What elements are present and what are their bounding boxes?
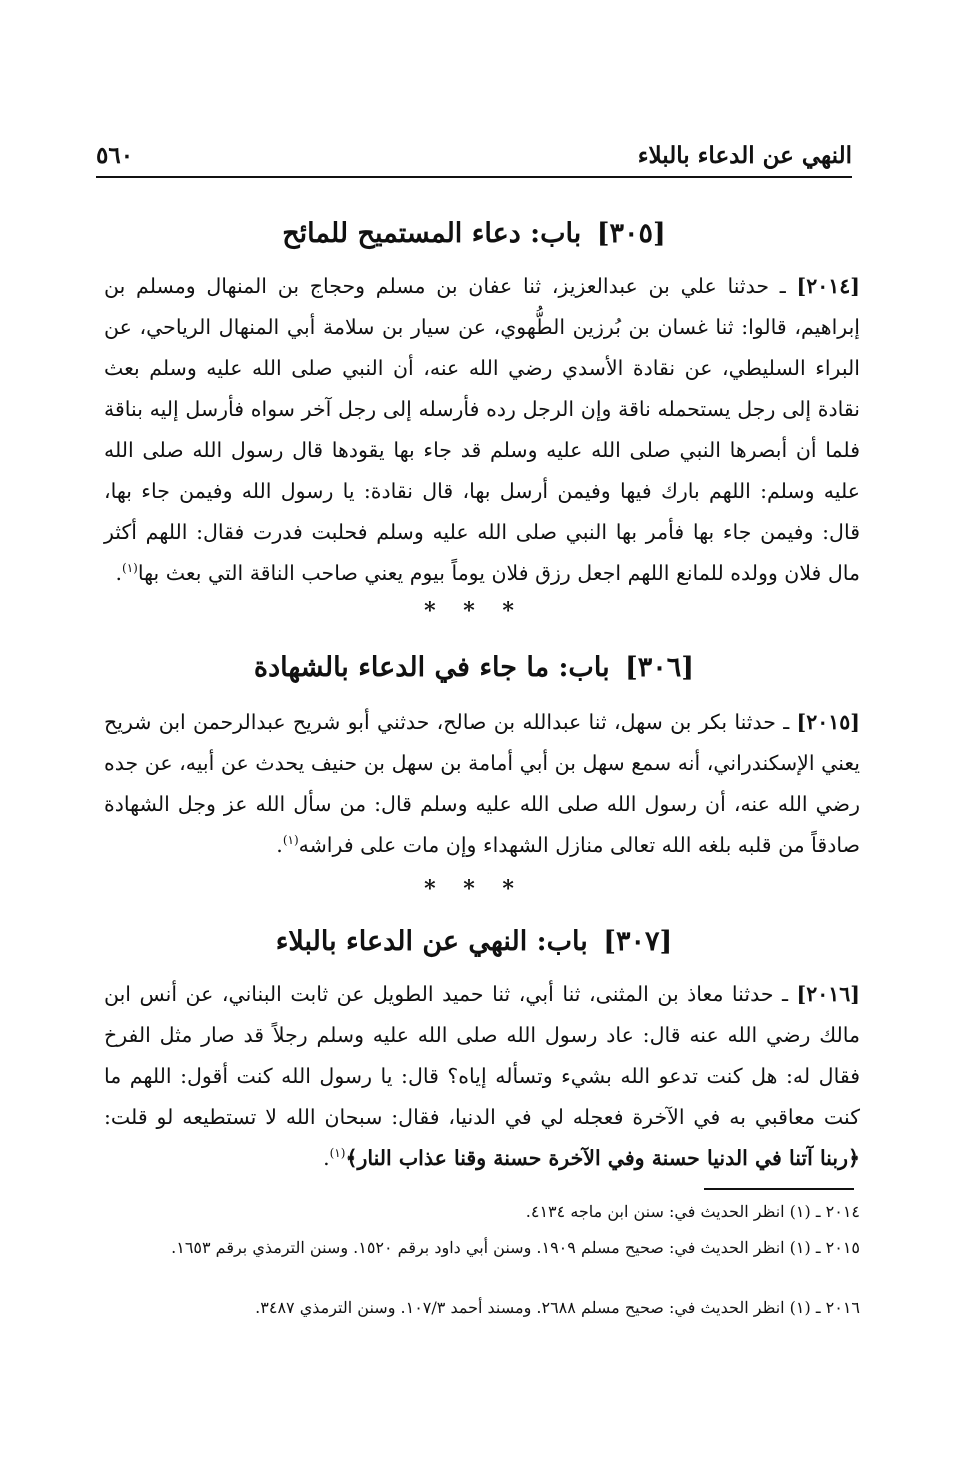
hadith-number: [٢٠١٤] [796,274,860,298]
section-separator: * * * [424,598,524,624]
footnote-2015: ٢٠١٥ ـ (١) انظر الحديث في: صحيح مسلم ١٩٠٩. وسنن أبي داود برقم ١٥٢٠. وسنن الترمذي برقم ١٦٥٣. [171,1238,860,1257]
footnote-divider [704,1188,854,1190]
hadith-text: ـ حدثنا معاذ بن المثنى، ثنا أبي، ثنا حميد الطويل عن ثابت البناني، عن أنس ابن مالك رضي الله عنه قال: عاد رسول الله صلى الله عليه وسلم رجلاً قد صار مثل الفرخ فقال له: هل كنت تدعو الله بشيء وتسأله إياه؟ قال: يا رسول الله كنت أقول: اللهم ما كنت معاقبي به في الآخرة فعجله لي في الدنيا، فقال: سبحان الله لا تستطيعه لو قلت: [104,982,860,1129]
chapter-heading-305 [96,218,852,249]
hadith-2014: [٢٠١٤] ـ حدثنا علي بن عبدالعزيز، ثنا عفان بن مسلم وحجاج بن المنهال ومسلم بن إبراهيم، قالوا: ثنا غسان بن بُرزين الطُّهوي، عن سيار بن سلامة أبي المنهال الرياحي، عن البراء السليطي، عن نقادة الأسدي رضي الله عنه، أن النبي صلى الله عليه وسلم بعث نقادة إلى رجل يستحمله ناقة وإن الرجل رده فأرسله إلى رجل آخر سواه فأرسل إليه بناقة فلما أن أبصرها النبي صلى الله عليه وسلم قد جاء بها يقودها قال رسول الله صلى الله عليه وسلم: اللهم بارك فيها وفيمن أرسل بها، قال نقادة: يا رسول الله وفيمن جاء بها، قال: وفيمن جاء بها فأمر بها النبي صلى الله عليه وسلم فحلبت فدرت فقال: اللهم أكثر مال فلان وولده للمانع اللهم اجعل رزق فلان يوماً بيوم يعني صاحب الناقة التي بعث بها$^{(١)}$. [104,274,860,585]
running-header [96,140,852,178]
footnote-marker: (١) [329,1146,346,1161]
hadith-2016: [٢٠١٦] ـ حدثنا معاذ بن المثنى، ثنا أبي، ثنا حميد الطويل عن ثابت البناني، عن أنس ابن مالك رضي الله عنه قال: عاد رسول الله صلى الله عليه وسلم رجلاً قد صار مثل الفرخ فقال له: هل كنت تدعو الله بشيء وتسأله إياه؟ قال: يا رسول الله كنت أقول: اللهم ما كنت معاقبي به في الآخرة فعجله لي في الدنيا، فقال: سبحان الله لا تستطيعه لو قلت: ﴿ربنا آتنا في الدنيا حسنة وفي الآخرة حسنة وقنا عذاب النار﴾$^{(١)}$. [104,982,860,1170]
quran-verse: ﴿ربنا آتنا في الدنيا حسنة وفي الآخرة حسنة وقنا عذاب النار﴾ [345,1146,860,1170]
chapter-title: باب: ما جاء في الدعاء بالشهادة [253,652,610,683]
hadith-2015: [٢٠١٥] ـ حدثنا بكر بن سهل، ثنا عبدالله بن صالح، حدثني أبو شريح عبدالرحمن ابن شريح يعني الإسكندراني، أنه سمع سهل بن أبي أمامة بن سهل بن حنيف يحدث عن أبيه، عن جده رضي الله عنه، أن رسول الله صلى الله عليه وسلم قال: من سأل الله عز وجل الشهادة صادقاً من قلبه بلغه الله تعالى منازل الشهداء وإن مات على فراشه$^{(١)}$. [104,710,860,857]
section-separator: * * * [424,876,524,902]
chapter-heading-307 [96,926,852,957]
footnote-marker: (١) [122,561,138,576]
chapter-title: باب: النهي عن الدعاء بالبلاء [275,926,588,957]
hadith-number: [٢٠١٦] [796,982,860,1006]
hadith-text: ـ حدثنا علي بن عبدالعزيز، ثنا عفان بن مسلم وحجاج بن المنهال ومسلم بن إبراهيم، قالوا: ثنا غسان بن بُرزين الطُّهوي، عن سيار بن سلامة أبي المنهال الرياحي، عن البراء السليطي، عن نقادة الأسدي رضي الله عنه، أن النبي صلى الله عليه وسلم بعث نقادة إلى رجل يستحمله ناقة وإن الرجل رده فأرسله إلى رجل آخر سواه فأرسل إليه بناقة فلما أن أبصرها النبي صلى الله عليه وسلم قد جاء بها يقودها قال رسول الله صلى الله عليه وسلم: اللهم بارك فيها وفيمن أرسل بها، قال نقادة: يا رسول الله وفيمن جاء بها، قال: وفيمن جاء بها فأمر بها النبي صلى الله عليه وسلم فحلبت فدرت فقال: اللهم أكثر مال فلان وولده للمانع اللهم اجعل رزق فلان يوماً بيوم يعني صاحب الناقة التي بعث بها [104,274,860,585]
page-number: ٥٦٠ [96,142,134,169]
running-title: النهي عن الدعاء بالبلاء [637,142,852,169]
chapter-heading-306 [96,652,852,683]
chapter-number: [٣٠٦] [625,652,695,683]
hadith-number: [٢٠١٥] [796,710,860,734]
hadith-text: ـ حدثنا بكر بن سهل، ثنا عبدالله بن صالح، حدثني أبو شريح عبدالرحمن ابن شريح يعني الإسكندراني، أنه سمع سهل بن أبي أمامة بن سهل بن حنيف يحدث عن أبيه، عن جده رضي الله عنه، أن رسول الله صلى الله عليه وسلم قال: من سأل الله عز وجل الشهادة صادقاً من قلبه بلغه الله تعالى منازل الشهداء وإن مات على فراشه [104,710,860,857]
chapter-number: [٣٠٧] [603,926,673,957]
footnote-marker: (١) [282,833,299,848]
chapter-title: باب: دعاء المستميح للمائح [282,218,582,249]
footnote-2016: ٢٠١٦ ـ (١) انظر الحديث في: صحيح مسلم ٢٦٨٨. ومسند أحمد ١٠٧/٣. وسنن الترمذي ٣٤٨٧. [255,1298,860,1317]
chapter-number: [٣٠٥] [596,218,666,249]
footnote-2014: ٢٠١٤ ـ (١) انظر الحديث في: سنن ابن ماجه ٤١٣٤. [525,1202,860,1221]
